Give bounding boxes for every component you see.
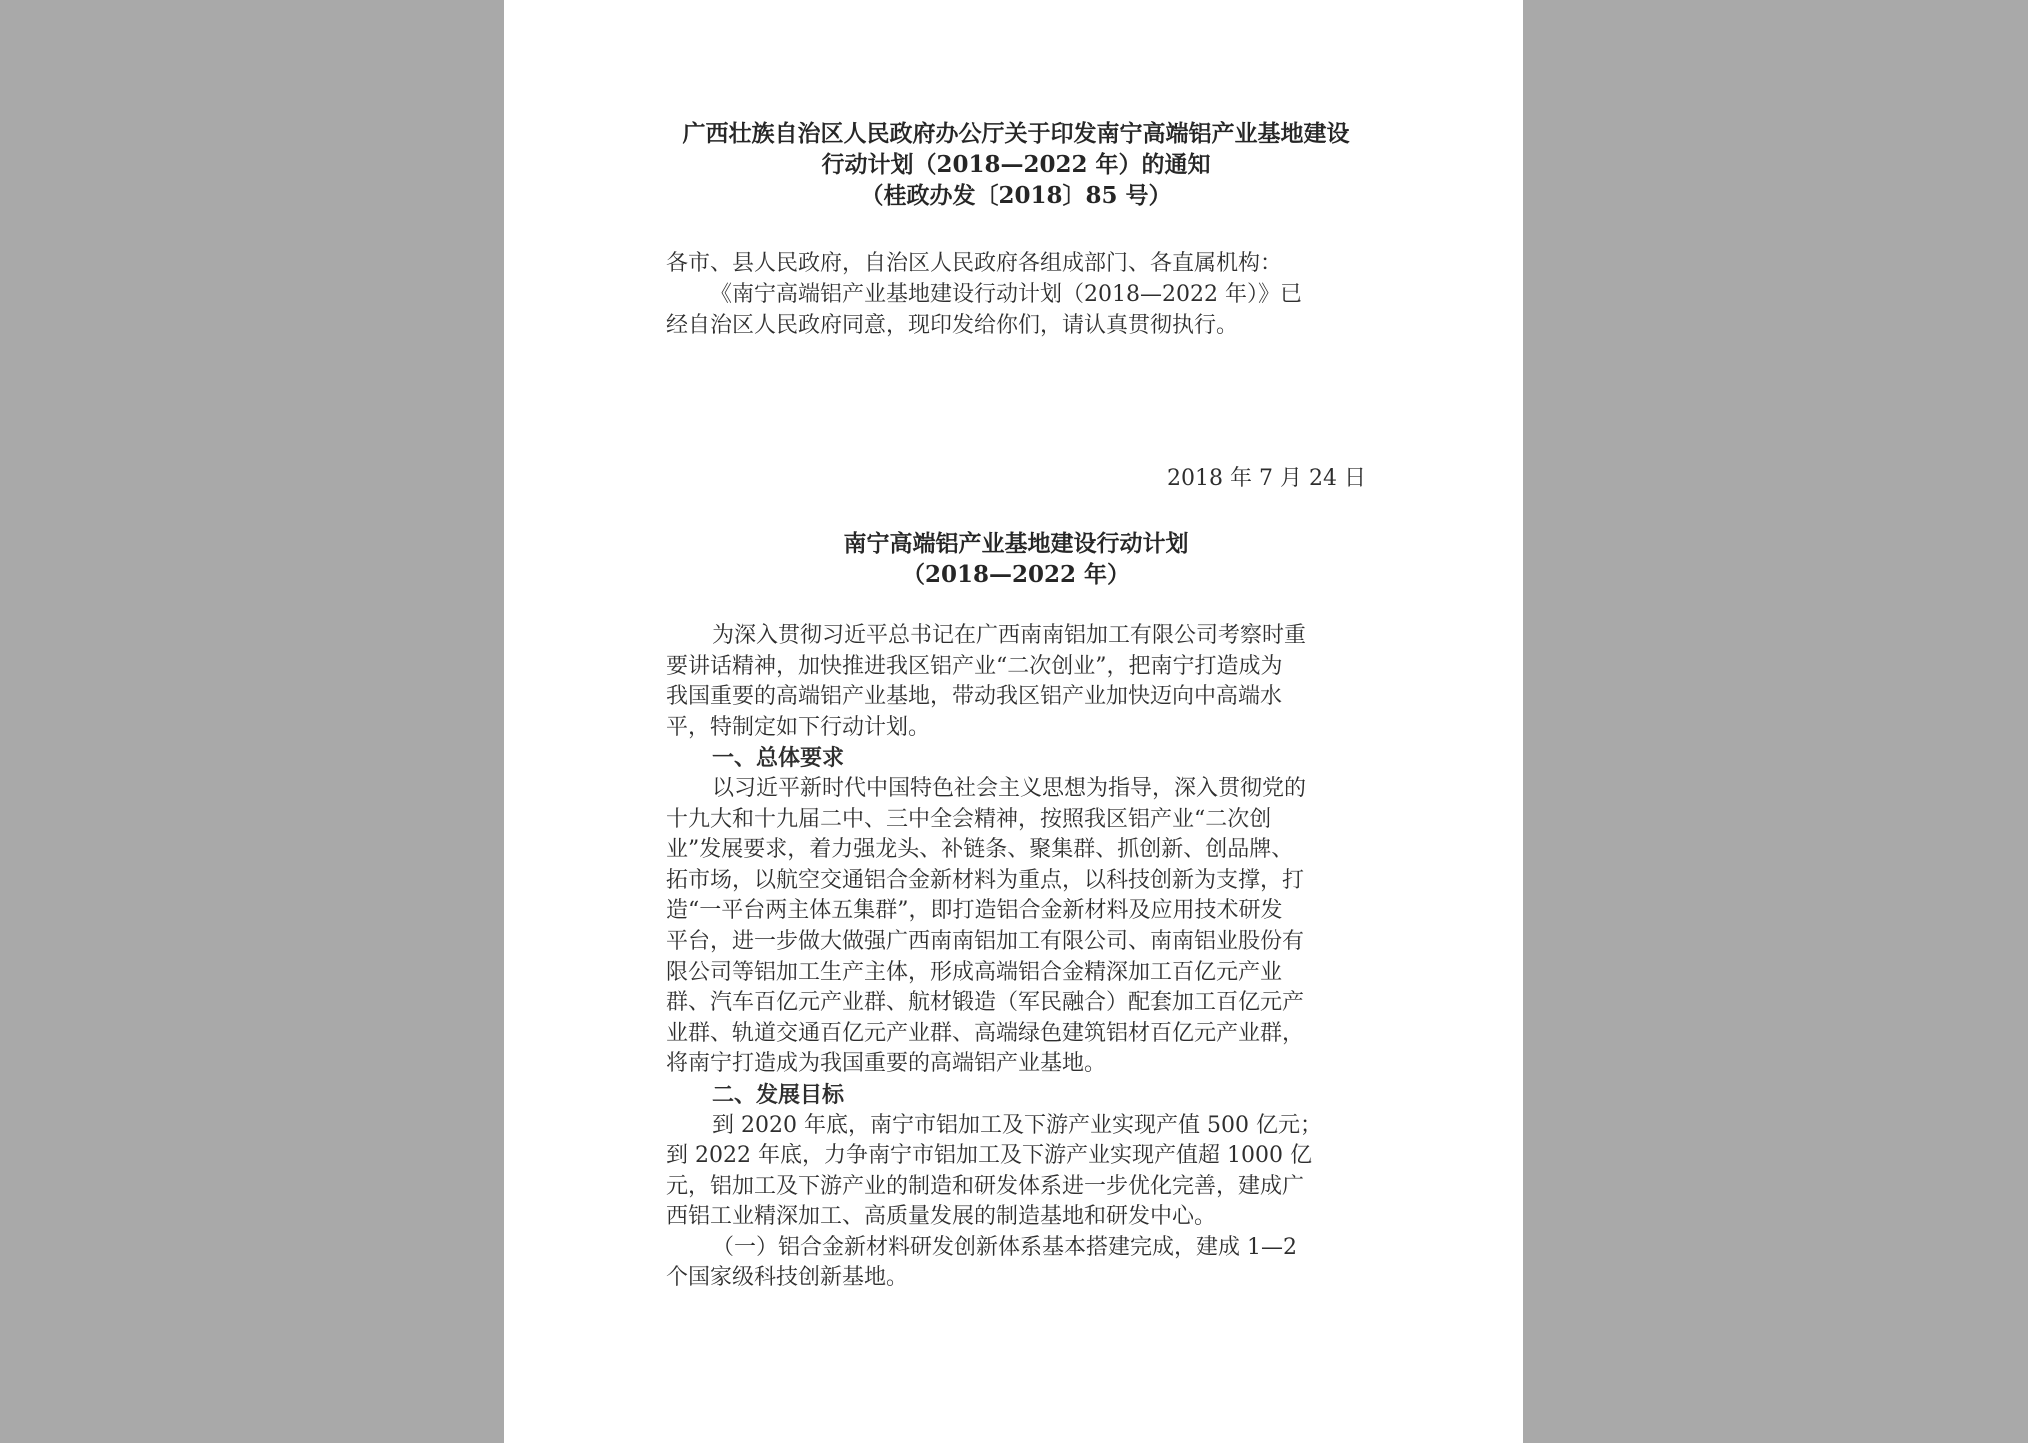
paragraph-line: 要讲话精神，加快推进我区铝产业“二次创业”，把南宁打造成为	[666, 653, 1283, 679]
paragraph-line: 限公司等铝加工生产主体，形成高端铝合金精深加工百亿元产业	[666, 959, 1283, 985]
plan-title-line: 南宁高端铝产业基地建设行动计划	[843, 530, 1189, 557]
notice-document-number: （桂政办发〔2018〕85 号）	[860, 182, 1172, 209]
paragraph-line: 造“一平台两主体五集群”，即打造铝合金新材料及应用技术研发	[666, 898, 1283, 924]
notice-addressee: 各市、县人民政府，自治区人民政府各组成部门、各直属机构：	[666, 251, 1283, 276]
paragraph-line: 到 2022 年底，力争南宁市铝加工及下游产业实现产值超 1000 亿	[666, 1143, 1312, 1169]
plan-title-years: （2018—2022 年）	[901, 561, 1131, 588]
notice-body-line: 《南宁高端铝产业基地建设行动计划（2018—2022 年）》已	[710, 282, 1302, 307]
paragraph-line: 为深入贯彻习近平总书记在广西南南铝加工有限公司考察时重	[712, 623, 1307, 648]
document-page	[504, 0, 1523, 1443]
paragraph-line: 平，特制定如下行动计划。	[666, 714, 931, 740]
paragraph-line: 业”发展要求，着力强龙头、补链条、聚集群、抓创新、创品牌、	[666, 837, 1294, 863]
paragraph-line: 拓市场，以航空交通铝合金新材料为重点，以科技创新为支撑，打	[666, 867, 1305, 893]
paragraph-line: （一）铝合金新材料研发创新体系基本搭建完成，建成 1—2	[712, 1234, 1297, 1260]
paragraph-line: 以习近平新时代中国特色社会主义思想为指导，深入贯彻党的	[712, 775, 1307, 801]
notice-title-line: 行动计划（2018—2022 年）的通知	[821, 151, 1211, 178]
paragraph-line: 群、汽车百亿元产业群、航材锻造（军民融合）配套加工百亿元产	[666, 990, 1305, 1016]
plan-title	[666, 528, 1366, 590]
paragraph-line: 西铝工业精深加工、高质量发展的制造基地和研发中心。	[666, 1204, 1217, 1230]
paragraph-line: 平台，进一步做大做强广西南南铝加工有限公司、南南铝业股份有	[666, 928, 1305, 954]
paragraph-line: 我国重要的高端铝产业基地，带动我区铝产业加快迈向中高端水	[666, 684, 1283, 710]
notice-date: 2018 年 7 月 24 日	[1167, 466, 1366, 491]
paragraph-line: 将南宁打造成为我国重要的高端铝产业基地。	[666, 1051, 1107, 1077]
plan-body	[666, 621, 1366, 1294]
paragraph-line: 到 2020 年底，南宁市铝加工及下游产业实现产值 500 亿元；	[712, 1112, 1322, 1138]
section-heading-development-goals: 二、发展目标	[712, 1081, 845, 1108]
paragraph-line: 十九大和十九届二中、三中全会精神，按照我区铝产业“二次创	[666, 806, 1272, 832]
paragraph-line: 元，铝加工及下游产业的制造和研发体系进一步优化完善，建成广	[666, 1173, 1305, 1199]
paragraph-line: 业群、轨道交通百亿元产业群、高端绿色建筑铝材百亿元产业群，	[666, 1020, 1305, 1046]
notice-body-line: 经自治区人民政府同意，现印发给你们，请认真贯彻执行。	[666, 313, 1239, 338]
notice-title	[666, 118, 1366, 211]
section-heading-general-requirements: 一、总体要求	[712, 745, 845, 772]
paragraph-line: 个国家级科技创新基地。	[666, 1265, 909, 1291]
notice-body	[666, 279, 1366, 341]
notice-title-line: 广西壮族自治区人民政府办公厅关于印发南宁高端铝产业基地建设	[682, 120, 1350, 147]
